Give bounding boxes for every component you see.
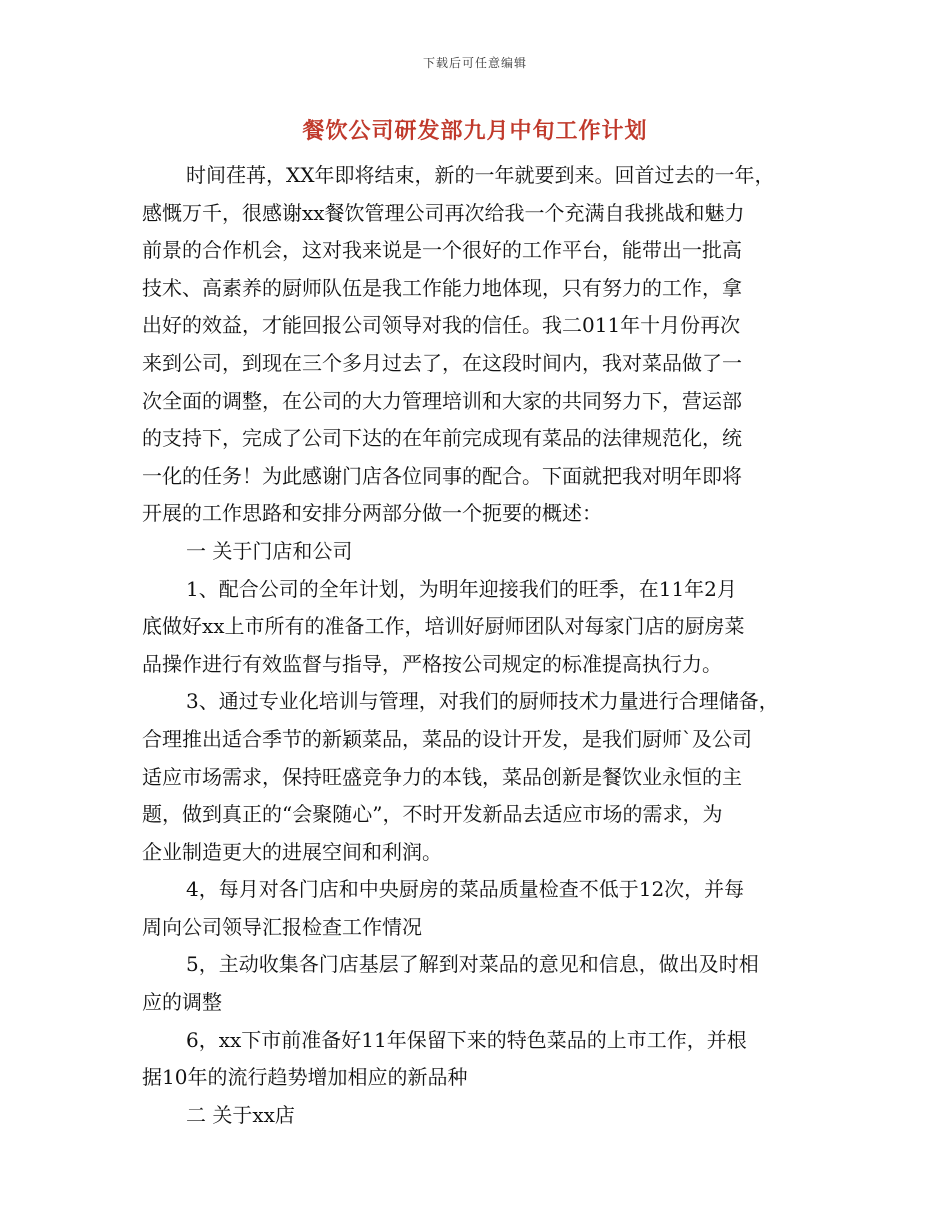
body-line: 适应市场需求，保持旺盛竞争力的本钱，菜品创新是餐饮业永恒的主 <box>142 764 742 789</box>
body-line: 感慨万千，很感谢xx餐饮管理公司再次给我一个充满自我挑战和魅力 <box>142 200 745 225</box>
body-line: 6，xx下市前准备好11年保留下来的特色菜品的上市工作，并根 <box>186 1027 747 1052</box>
document-title: 餐饮公司研发部九月中旬工作计划 <box>302 118 648 144</box>
body-line: 周向公司领导汇报检查工作情况 <box>142 914 422 939</box>
body-line: 5，主动收集各门店基层了解到对菜品的意见和信息，做出及时相 <box>186 952 759 977</box>
body-line: 题，做到真正的“会聚随心”，不时开发新品去适应市场的需求，为 <box>142 802 723 827</box>
body-line: 二 关于xx店 <box>186 1102 295 1127</box>
body-line: 据10年的流行趋势增加相应的新品种 <box>142 1065 468 1090</box>
body-line: 4，每月对各门店和中央厨房的菜品质量检查不低于12次，并每 <box>186 877 745 902</box>
body-line: 应的调整 <box>142 990 222 1015</box>
body-line: 3、通过专业化培训与管理，对我们的厨师技术力量进行合理储备， <box>186 689 779 714</box>
body-line: 出好的效益，才能回报公司领导对我的信任。我二011年十月份再次 <box>142 313 741 338</box>
body-line: 前景的合作机会，这对我来说是一个很好的工作平台，能带出一批高 <box>142 238 742 263</box>
body-line: 开展的工作思路和安排分两部分做一个扼要的概述： <box>142 501 602 526</box>
document-body <box>142 157 812 1134</box>
body-line: 合理推出适合季节的新颖菜品，菜品的设计开发，是我们厨师`及公司 <box>142 726 752 751</box>
body-line: 底做好xx上市所有的准备工作，培训好厨师团队对每家门店的厨房菜 <box>142 614 745 639</box>
body-line: 来到公司，到现在三个多月过去了，在这段时间内，我对菜品做了一 <box>142 350 742 375</box>
page-header-note: 下载后可任意编辑 <box>422 56 527 70</box>
body-line: 次全面的调整，在公司的大力管理培训和大家的共同努力下，营运部 <box>142 388 742 413</box>
body-line: 1、配合公司的全年计划，为明年迎接我们的旺季，在11年2月 <box>186 576 737 601</box>
body-line: 一化的任务！为此感谢门店各位同事的配合。下面就把我对明年即将 <box>142 463 742 488</box>
body-line: 的支持下，完成了公司下达的在年前完成现有菜品的法律规范化，统 <box>142 426 742 451</box>
body-line: 时间荏苒，XX年即将结束，新的一年就要到来。回首过去的一年， <box>186 163 775 187</box>
body-line: 技术、高素养的厨师队伍是我工作能力地体现，只有努力的工作，拿 <box>142 275 742 300</box>
body-line: 品操作进行有效监督与指导，严格按公司规定的标准提高执行力。 <box>142 651 722 676</box>
body-line: 企业制造更大的进展空间和利润。 <box>142 839 442 864</box>
body-line: 一 关于门店和公司 <box>186 538 353 563</box>
